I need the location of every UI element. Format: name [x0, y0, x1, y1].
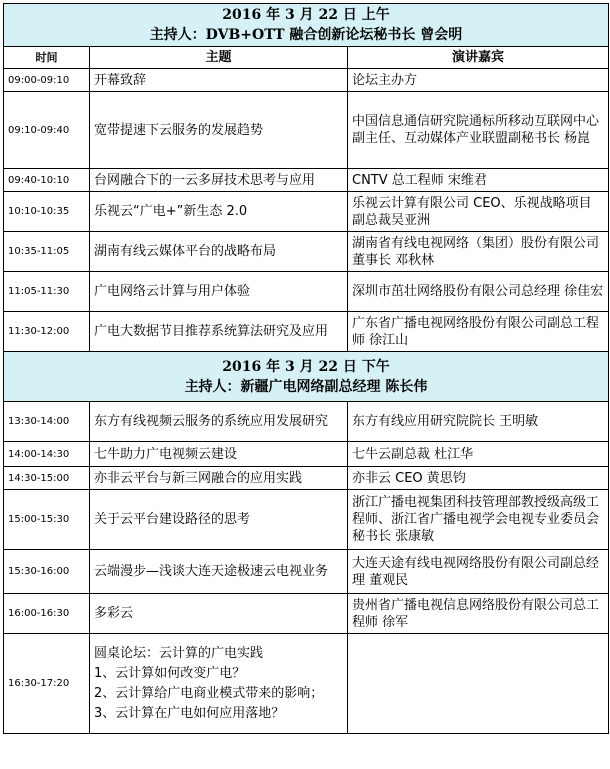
- table-row: [4, 402, 609, 442]
- topic-cell: 乐视云“广电+”新生态 2.0: [90, 192, 348, 232]
- speaker-cell: 浙江广播电视集团科技管理部教授级高级工程师、浙江省广播电视学会电视专业委员会秘书长 张康敏: [348, 490, 609, 550]
- topic-cell: 云端漫步—浅谈大连天途极速云电视业务: [90, 550, 348, 594]
- roundtable-question: 1、云计算如何改变广电？: [94, 665, 246, 681]
- table-row: [4, 312, 609, 352]
- speaker-cell: 亦非云 CEO 黄思钧: [348, 467, 609, 490]
- column-header-row: [4, 47, 609, 69]
- time-cell: 10:35-11:05: [4, 232, 90, 272]
- speaker-cell: 大连天途有线电视网络股份有限公司副总经理 董观民: [348, 550, 609, 594]
- table-row: [4, 442, 609, 467]
- table-row: [4, 550, 609, 594]
- morning-session-header: [4, 4, 609, 47]
- afternoon-session-header: [4, 352, 609, 402]
- time-cell: 15:00-15:30: [4, 490, 90, 550]
- speaker-cell: 乐视云计算有限公司 CEO、乐视战略项目副总裁吴亚洲: [348, 192, 609, 232]
- table-row: [4, 490, 609, 550]
- time-cell: 09:00-09:10: [4, 69, 90, 92]
- time-cell: 16:00-16:30: [4, 594, 90, 634]
- speaker-cell: 七牛云副总裁 杜江华: [348, 442, 609, 467]
- time-cell: 16:30-17:20: [4, 634, 90, 734]
- topic-cell: 亦非云平台与新三网融合的应用实践: [90, 467, 348, 490]
- time-cell: 13:30-14:00: [4, 402, 90, 442]
- speaker-cell: 广东省广播电视网络股份有限公司副总工程师 徐江山: [348, 312, 609, 352]
- time-cell: 10:10-10:35: [4, 192, 90, 232]
- time-cell: 11:05-11:30: [4, 272, 90, 312]
- time-cell: 09:10-09:40: [4, 92, 90, 169]
- afternoon-host: 主持人：新疆广电网络副总经理 陈长伟: [184, 378, 428, 395]
- morning-date: 2016 年 3 月 22 日 上午: [222, 7, 390, 23]
- table-row: [4, 69, 609, 92]
- topic-cell: 广电网络云计算与用户体验: [90, 272, 348, 312]
- roundtable-question: 2、云计算给广电商业模式带来的影响；: [94, 685, 324, 701]
- roundtable-row: [4, 634, 609, 734]
- topic-cell: 湖南有线云媒体平台的战略布局: [90, 232, 348, 272]
- table-row: [4, 192, 609, 232]
- roundtable-question: 3、云计算在广电如何应用落地？: [94, 705, 285, 721]
- topic-cell: 东方有线视频云服务的系统应用发展研究: [90, 402, 348, 442]
- table-row: [4, 232, 609, 272]
- time-cell: 14:30-15:00: [4, 467, 90, 490]
- topic-cell: 开幕致辞: [90, 69, 348, 92]
- table-row: [4, 92, 609, 169]
- column-header-time: 时间: [4, 47, 90, 69]
- topic-cell: 宽带提速下云服务的发展趋势: [90, 92, 348, 169]
- topic-cell: 多彩云: [90, 594, 348, 634]
- speaker-cell: [348, 634, 609, 734]
- table-row: [4, 467, 609, 490]
- speaker-cell: 贵州省广播电视信息网络股份有限公司总工程师 徐军: [348, 594, 609, 634]
- speaker-cell: 湖南省有线电视网络（集团）股份有限公司董事长 邓秋林: [348, 232, 609, 272]
- table-row: [4, 272, 609, 312]
- morning-session-cell: [4, 4, 609, 47]
- speaker-cell: 深圳市茁壮网络股份有限公司总经理 徐佳宏: [348, 272, 609, 312]
- speaker-cell: 东方有线应用研究院院长 王明敏: [348, 402, 609, 442]
- time-cell: 11:30-12:00: [4, 312, 90, 352]
- speaker-cell: CNTV 总工程师 宋维君: [348, 169, 609, 192]
- table-row: [4, 169, 609, 192]
- afternoon-date: 2016 年 3 月 22 日 下午: [222, 358, 390, 375]
- time-cell: 15:30-16:00: [4, 550, 90, 594]
- morning-host: 主持人：DVB+OTT 融合创新论坛秘书长 曾会明: [149, 27, 463, 43]
- agenda-table: [3, 3, 609, 734]
- topic-cell: 关于云平台建设路径的思考: [90, 490, 348, 550]
- topic-cell: 广电大数据节目推荐系统算法研究及应用: [90, 312, 348, 352]
- topic-cell: 七牛助力广电视频云建设: [90, 442, 348, 467]
- column-header-speaker: 演讲嘉宾: [348, 47, 609, 69]
- roundtable-title: 圆桌论坛：云计算的广电实践: [94, 645, 264, 661]
- column-header-topic: 主题: [90, 47, 348, 69]
- speaker-cell: 中国信息通信研究院通标所移动互联网中心副主任、互动媒体产业联盟副秘书长 杨崑: [348, 92, 609, 169]
- roundtable-topic-cell: [90, 634, 348, 734]
- speaker-cell: 论坛主办方: [348, 69, 609, 92]
- time-cell: 09:40-10:10: [4, 169, 90, 192]
- afternoon-session-cell: [4, 352, 609, 402]
- topic-cell: 台网融合下的一云多屏技术思考与应用: [90, 169, 348, 192]
- time-cell: 14:00-14:30: [4, 442, 90, 467]
- table-row: [4, 594, 609, 634]
